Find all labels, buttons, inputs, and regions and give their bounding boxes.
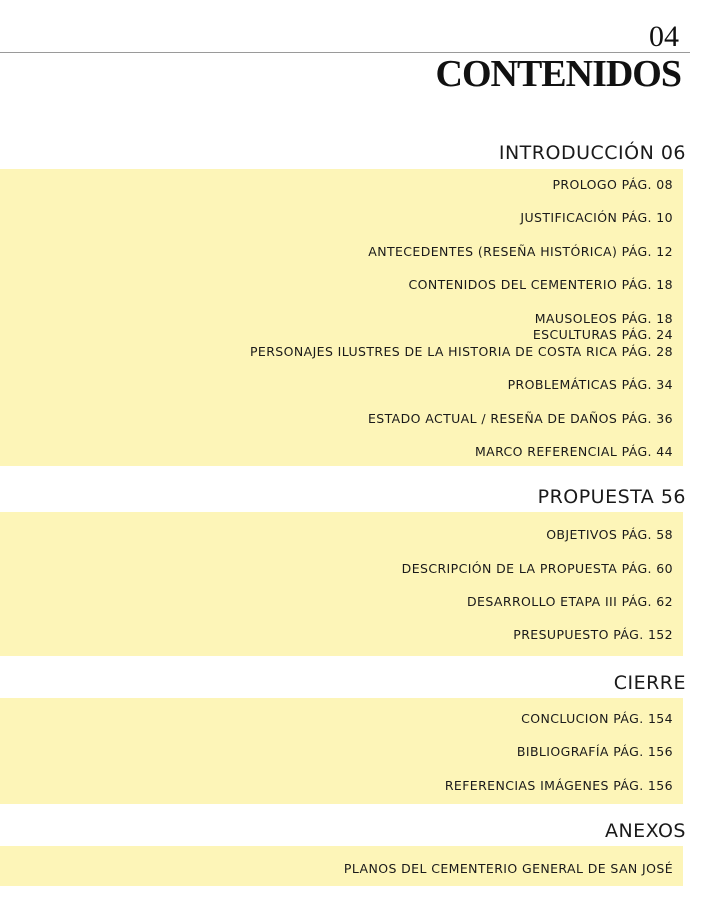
toc-entry-prologo: PROLOGO PÁG. 08 (552, 177, 673, 192)
toc-entry-justificacion: JUSTIFICACIÓN PÁG. 10 (520, 210, 673, 225)
toc-entry-desarrollo-etapa: DESARROLLO ETAPA III PÁG. 62 (467, 594, 673, 609)
section-heading-anexos: ANEXOS (604, 820, 686, 842)
toc-entry-bibliografia: BIBLIOGRAFÍA PÁG. 156 (516, 744, 673, 759)
section-heading-cierre: CIERRE (613, 672, 686, 694)
toc-entry-planos-cementerio: PLANOS DEL CEMENTERIO GENERAL DE SAN JOSÉ (343, 861, 673, 876)
page-title: CONTENIDOS (435, 53, 681, 95)
toc-entry-marco-referencial: MARCO REFERENCIAL PÁG. 44 (474, 444, 673, 459)
toc-entry-esculturas: ESCULTURAS PÁG. 24 (532, 327, 673, 342)
toc-entry-contenidos-cementerio: CONTENIDOS DEL CEMENTERIO PÁG. 18 (408, 277, 673, 292)
toc-entry-descripcion-propuesta: DESCRIPCIÓN DE LA PROPUESTA PÁG. 60 (401, 561, 673, 576)
toc-entry-antecedentes: ANTECEDENTES (RESEÑA HISTÓRICA) PÁG. 12 (368, 244, 673, 259)
toc-entry-problematicas: PROBLEMÁTICAS PÁG. 34 (507, 377, 673, 392)
toc-entry-personajes-ilustres: PERSONAJES ILUSTRES DE LA HISTORIA DE COSTA RICA PÁG. 28 (249, 344, 673, 359)
toc-entry-mausoleos: MAUSOLEOS PÁG. 18 (534, 311, 673, 326)
section-heading-introduccion: INTRODUCCIÓN 06 (498, 142, 686, 164)
toc-entry-objetivos: OBJETIVOS PÁG. 58 (546, 527, 673, 542)
toc-entry-estado-actual: ESTADO ACTUAL / RESEÑA DE DAÑOS PÁG. 36 (367, 411, 673, 426)
toc-entry-presupuesto: PRESUPUESTO PÁG. 152 (513, 627, 673, 642)
page-number: 04 (649, 20, 679, 53)
toc-entry-conclucion: CONCLUCION PÁG. 154 (521, 711, 673, 726)
section-heading-propuesta: PROPUESTA 56 (537, 486, 686, 508)
toc-entry-referencias-imagenes: REFERENCIAS IMÁGENES PÁG. 156 (444, 778, 673, 793)
